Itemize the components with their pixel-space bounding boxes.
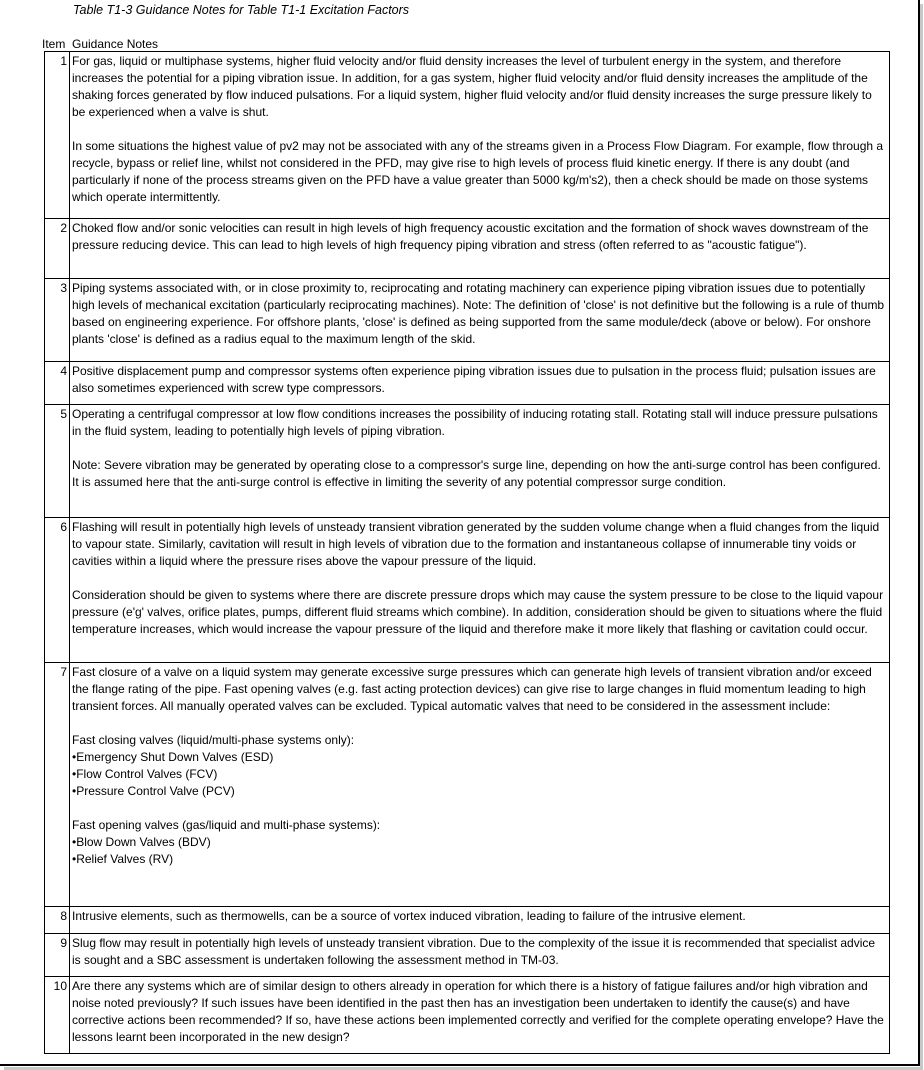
- note-paragraph: Intrusive elements, such as thermowells, can be a source of vortex induced vibration, leading to failure of the intrusive element.: [72, 909, 746, 923]
- table-row: [45, 934, 890, 977]
- note-paragraph: Piping systems associated with, or in close proximity to, reciprocating and rotating machinery can experience piping vibration issues due to potentially high levels of mechanical excitation (particularly reciprocating machines). Note: The definition of 'close' is not definitive but the following is a rule of thumb based on engineering experience. For offshore plants, 'close' is defined as being supported from the same module/deck (above or below). For onshore plants 'close' is defined as a radius equal to the maximum length of the skid.: [72, 281, 885, 346]
- note-paragraph: Are there any systems which are of similar design to others already in operation for which there is a history of fatigue failures and/or high vibration and noise noted previously? If such issues have been identified in the past then has an investigation been undertaken to identify the cause(s) and have corrective actions been recommended? If so, have these actions been implemented correctly and verified for the complete operating envelope? Have the lessons learnt been incorporated in the new design?: [72, 979, 884, 1044]
- list-item: •Pressure Control Valve (PCV): [72, 784, 235, 798]
- item-number: 8: [45, 907, 70, 934]
- guidance-notes-table: [44, 51, 890, 1054]
- list-item: •Emergency Shut Down Valves (ESD): [72, 750, 274, 764]
- note-paragraph: For gas, liquid or multiphase systems, higher fluid velocity and/or fluid density increases the level of turbulent energy in the system, and therefore increases the potential for a piping vibration issue. In addition, for a gas system, higher fluid velocity and/or fluid density increases the amplitude of the shaking forces generated by flow induced pulsations. For a liquid system, higher fluid velocity and/or fluid density increases the surge pressure likely to be experienced when a valve is shut.: [72, 54, 872, 119]
- table-row: [45, 907, 890, 934]
- guidance-note: [70, 518, 890, 663]
- guidance-note: [70, 405, 890, 518]
- list-item: •Flow Control Valves (FCV): [72, 767, 218, 781]
- note-paragraph: Note: Severe vibration may be generated by operating close to a compressor's surge line, depending on how the anti-surge control has been configured. It is assumed here that the anti-surge control is effective in limiting the severity of any potential compressor surge condition.: [72, 458, 881, 489]
- guidance-note: [70, 663, 890, 907]
- note-paragraph: Fast closure of a valve on a liquid system may generate excessive surge pressures which can generate high levels of transient vibration and/or exceed the flange rating of the pipe. Fast opening valves (e.g. fast acting protection devices) can give rise to large changes in fluid momentum leading to high transient forces. All manually operated valves can be excluded. Typical automatic valves that need to be considered in the assessment include:: [72, 665, 872, 713]
- column-header-guidance-notes: Guidance Notes: [72, 37, 159, 51]
- guidance-note: [70, 279, 890, 362]
- note-paragraph: Positive displacement pump and compressor systems often experience piping vibration issues due to pulsation in the process fluid; pulsation issues are also sometimes experienced with screw type compressors.: [72, 364, 876, 395]
- item-number: 5: [45, 405, 70, 518]
- page-shadow-right: [920, 4, 923, 1070]
- item-number: 1: [45, 52, 70, 219]
- table-row: [45, 977, 890, 1054]
- table-row: [45, 279, 890, 362]
- item-number: 9: [45, 934, 70, 977]
- table-row: [45, 362, 890, 405]
- list-title: Fast closing valves (liquid/multi-phase systems only):: [72, 733, 355, 747]
- note-paragraph: In some situations the highest value of pv2 may not be associated with any of the streams given in a Process Flow Diagram. For example, flow through a recycle, bypass or relief line, whilst not considered in the PFD, may give rise to high levels of process fluid kinetic energy. If there is any doubt (and particularly if none of the process streams given on the PFD have a value greater than 5000 kg/m's2), then a check should be made on those systems which operate intermittently.: [72, 139, 884, 204]
- list-title: Fast opening valves (gas/liquid and multi-phase systems):: [72, 818, 381, 832]
- note-paragraph: Flashing will result in potentially high levels of unsteady transient vibration generated by the sudden volume change when a fluid changes from the liquid to vapour state. Similarly, cavitation will result in high levels of vibration due to the formation and instantaneous collapse of innumerable tiny voids or cavities within a liquid where the pressure rises above the vapour pressure of the liquid.: [72, 520, 880, 568]
- table-row: [45, 219, 890, 279]
- guidance-note: [70, 52, 890, 219]
- item-number: 3: [45, 279, 70, 362]
- item-number: 10: [45, 977, 70, 1054]
- item-number: 2: [45, 219, 70, 279]
- table-title: Table T1-3 Guidance Notes for Table T1-1 Excitation Factors: [73, 3, 410, 17]
- note-paragraph: Slug flow may result in potentially high levels of unsteady transient vibration. Due to the complexity of the issue it is recommended that specialist advice is sought and a SBC assessment is undertaken following the assessment method in TM-03.: [72, 936, 876, 967]
- list-item: •Blow Down Valves (BDV): [72, 835, 211, 849]
- guidance-note: [70, 977, 890, 1054]
- item-number: 7: [45, 663, 70, 907]
- item-number: 6: [45, 518, 70, 663]
- list-item: •Relief Valves (RV): [72, 852, 174, 866]
- note-paragraph: Operating a centrifugal compressor at low flow conditions increases the possibility of inducing rotating stall. Rotating stall will induce pressure pulsations in the fluid system, leading to potentially high levels of piping vibration.: [72, 407, 878, 438]
- table-row: [45, 52, 890, 219]
- note-paragraph: Consideration should be given to systems where there are discrete pressure drops which may cause the system pressure to be close to the liquid vapour pressure (e'g' valves, orifice plates, pumps, different fluid streams which combine). In addition, consideration should be given to situations where the fluid temperature increases, which would increase the vapour pressure of the liquid and therefore make it more likely that flashing or cavitation could occur.: [72, 588, 884, 636]
- table-row: [45, 663, 890, 907]
- note-paragraph: Choked flow and/or sonic velocities can result in high levels of high frequency acoustic excitation and the formation of shock waves downstream of the pressure reducing device. This can lead to high levels of high frequency piping vibration and stress (often referred to as "acoustic fatigue").: [72, 221, 869, 252]
- table-row: [45, 518, 890, 663]
- guidance-note: [70, 219, 890, 279]
- item-number: 4: [45, 362, 70, 405]
- guidance-note: [70, 934, 890, 977]
- guidance-note: [70, 907, 890, 934]
- guidance-note: [70, 362, 890, 405]
- column-header-item: Item: [42, 37, 66, 51]
- table-row: [45, 405, 890, 518]
